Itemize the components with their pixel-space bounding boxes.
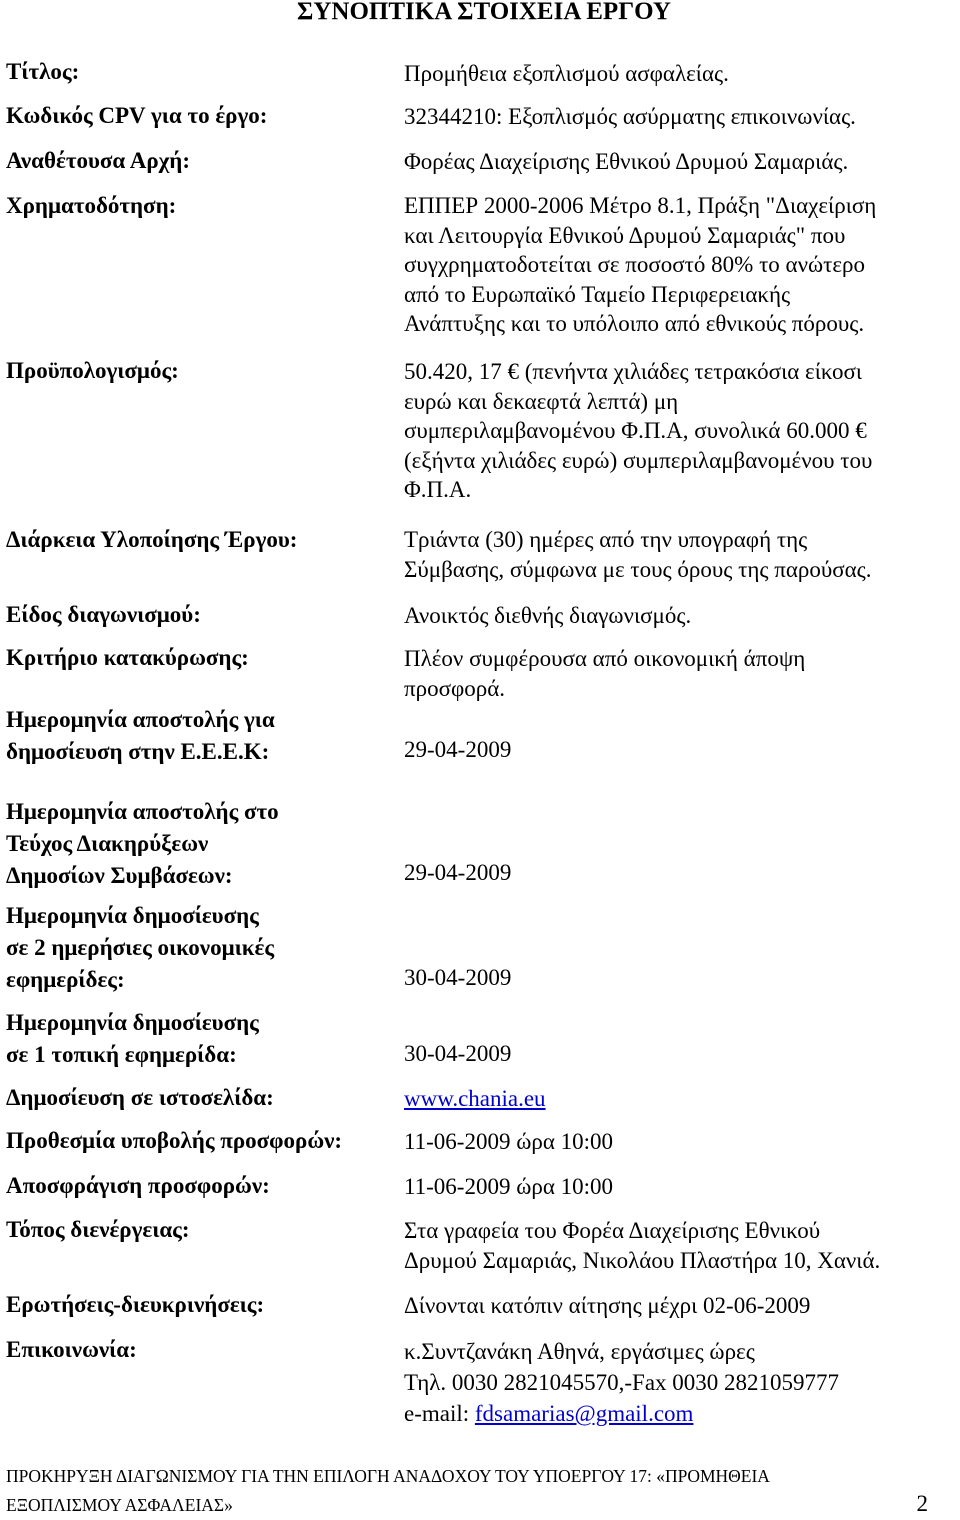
econ-newspaper-date-value: 30-04-2009: [404, 965, 512, 990]
funding-line: και Λειτουργία Εθνικού Δρυμού Σαμαριάς" που: [404, 222, 846, 248]
budget-line: (εξήντα χιλιάδες ευρώ) συμπεριλαμβανομένου του: [404, 447, 873, 473]
budget-line: συμπεριλαμβανομένου Φ.Π.Α, συνολικά 60.000 €: [404, 418, 867, 443]
local-newspaper-date-value: 30-04-2009: [404, 1041, 512, 1066]
budget-label: Προϋπολογισμός:: [6, 358, 179, 383]
contact-label: Επικοινωνία:: [6, 1337, 137, 1362]
criterion-label: Κριτήριο κατακύρωσης:: [6, 645, 249, 670]
tdds-date-label-line: Ημερομηνία αποστολής στο: [6, 799, 279, 824]
authority-value: Φορέας Διαχείρισης Εθνικού Δρυμού Σαμαριάς.: [404, 149, 849, 174]
budget-line: 50.420, 17 € (πενήντα χιλιάδες τετρακόσια είκοσι: [404, 359, 863, 384]
deadline-value: 11-06-2009 ώρα 10:00: [404, 1129, 614, 1154]
duration-label: Διάρκεια Υλοποίησης Έργου:: [6, 527, 298, 552]
duration-value: [404, 525, 872, 584]
contact-value: [404, 1336, 839, 1429]
contact-person: κ.Συντζανάκη Αθηνά, εργάσιμες ώρες: [404, 1339, 755, 1364]
eek-date-label: [6, 704, 275, 768]
criterion-line: Πλέον συμφέρουσα από οικονομική άποψη: [404, 646, 806, 671]
econ-newspaper-date-label-line: εφημερίδες:: [6, 967, 125, 992]
budget-value: [404, 357, 872, 505]
authority-label: Αναθέτουσα Αρχή:: [6, 148, 190, 173]
eek-date-label-line: δημοσίευση στην Ε.Ε.Ε.Κ:: [6, 739, 270, 764]
funding-line: από το Ευρωπαϊκό Ταμείο Περιφερειακής: [404, 281, 791, 307]
deadline-label: Προθεσμία υποβολής προσφορών:: [6, 1128, 343, 1153]
page-number: 2: [916, 1491, 928, 1516]
venue-label: Τόπος διενέργειας:: [6, 1217, 190, 1242]
funding-line: συγχρηματοδοτείται σε ποσοστό 80% το ανώτερο: [404, 252, 866, 277]
tdds-date-label-line: Τεύχος Διακηρύξεων: [6, 831, 209, 856]
criterion-line: προσφορά.: [404, 675, 506, 701]
questions-label: Ερωτήσεις-διευκρινήσεις:: [6, 1292, 265, 1317]
title-label: Τίτλος:: [6, 59, 80, 84]
venue-line: Δρυμού Σαμαριάς, Νικολάου Πλαστήρα 10, Χανιά.: [404, 1247, 881, 1273]
econ-newspaper-date-label-line: σε 2 ημερήσιες οικονομικές: [6, 935, 275, 960]
tdds-date-label: [6, 796, 279, 892]
cpv-label: Κωδικός CPV για το έργο:: [6, 103, 268, 128]
local-newspaper-date-label: [6, 1007, 259, 1071]
footer-line-1: ΠΡΟΚΗΡΥΞΗ ΔΙΑΓΩΝΙΣΜΟΥ ΓΙΑ ΤΗΝ ΕΠΙΛΟΓΗ ΑΝΑΔΟΧΟΥ ΤΟΥ ΥΠΟΕΡΓΟΥ 17: «ΠΡΟΜΗΘΕΙΑ: [6, 1466, 770, 1486]
funding-label: Χρηματοδότηση:: [6, 193, 177, 218]
website-link[interactable]: www.chania.eu: [404, 1086, 546, 1111]
funding-line: ΕΠΠΕΡ 2000-2006 Μέτρο 8.1, Πράξη "Διαχείριση: [404, 193, 877, 218]
duration-line: Σύμβασης, σύμφωνα με τους όρους της παρούσας.: [404, 556, 872, 582]
eek-date-value: 29-04-2009: [404, 737, 512, 762]
budget-line: Φ.Π.Α.: [404, 477, 472, 502]
local-newspaper-date-label-line: Ημερομηνία δημοσίευσης: [6, 1010, 259, 1035]
funding-value: [404, 191, 876, 339]
title-value: Προμήθεια εξοπλισμού ασφαλείας.: [404, 61, 729, 86]
venue-line: Στα γραφεία του Φορέα Διαχείρισης Εθνικού: [404, 1218, 821, 1243]
duration-line: Τριάντα (30) ημέρες από την υπογραφή της: [404, 527, 808, 552]
criterion-value: [404, 644, 805, 703]
tdds-date-label-line: Δημοσίων Συμβάσεων:: [6, 863, 233, 888]
funding-line: Ανάπτυξης και το υπόλοιπο από εθνικούς πόρους.: [404, 311, 865, 336]
contact-email-prefix: e-mail:: [404, 1401, 475, 1426]
footer-line-2: ΕΞΟΠΛΙΣΜΟΥ ΑΣΦΑΛΕΙΑΣ»: [6, 1495, 233, 1515]
opening-value: 11-06-2009 ώρα 10:00: [404, 1174, 614, 1199]
contact-email-line: [404, 1398, 839, 1429]
budget-line: ευρώ και δεκαεφτά λεπτά) μη: [404, 388, 679, 414]
local-newspaper-date-label-line: σε 1 τοπική εφημερίδα:: [6, 1042, 237, 1067]
venue-value: [404, 1216, 880, 1275]
tender-type-value: Ανοικτός διεθνής διαγωνισμός.: [404, 603, 692, 628]
tdds-date-value: 29-04-2009: [404, 860, 512, 885]
cpv-value: 32344210: Εξοπλισμός ασύρματης επικοινωνίας.: [404, 104, 856, 129]
website-label: Δημοσίευση σε ιστοσελίδα:: [6, 1085, 274, 1110]
eek-date-label-line: Ημερομηνία αποστολής για: [6, 707, 275, 732]
tender-type-label: Είδος διαγωνισμού:: [6, 602, 201, 627]
opening-label: Αποσφράγιση προσφορών:: [6, 1173, 270, 1198]
contact-email-link[interactable]: fdsamarias@gmail.com: [474, 1401, 694, 1426]
econ-newspaper-date-label-line: Ημερομηνία δημοσίευσης: [6, 903, 259, 928]
contact-phone-fax: Τηλ. 0030 2821045570,-Fax 0030 2821059777: [404, 1370, 840, 1395]
econ-newspaper-date-label: [6, 900, 274, 996]
questions-value: Δίνονται κατόπιν αίτησης μέχρι 02-06-2009: [404, 1293, 811, 1318]
page-title: ΣΥΝΟΠΤΙΚΑ ΣΤΟΙΧΕΙΑ ΕΡΓΟΥ: [297, 0, 671, 25]
